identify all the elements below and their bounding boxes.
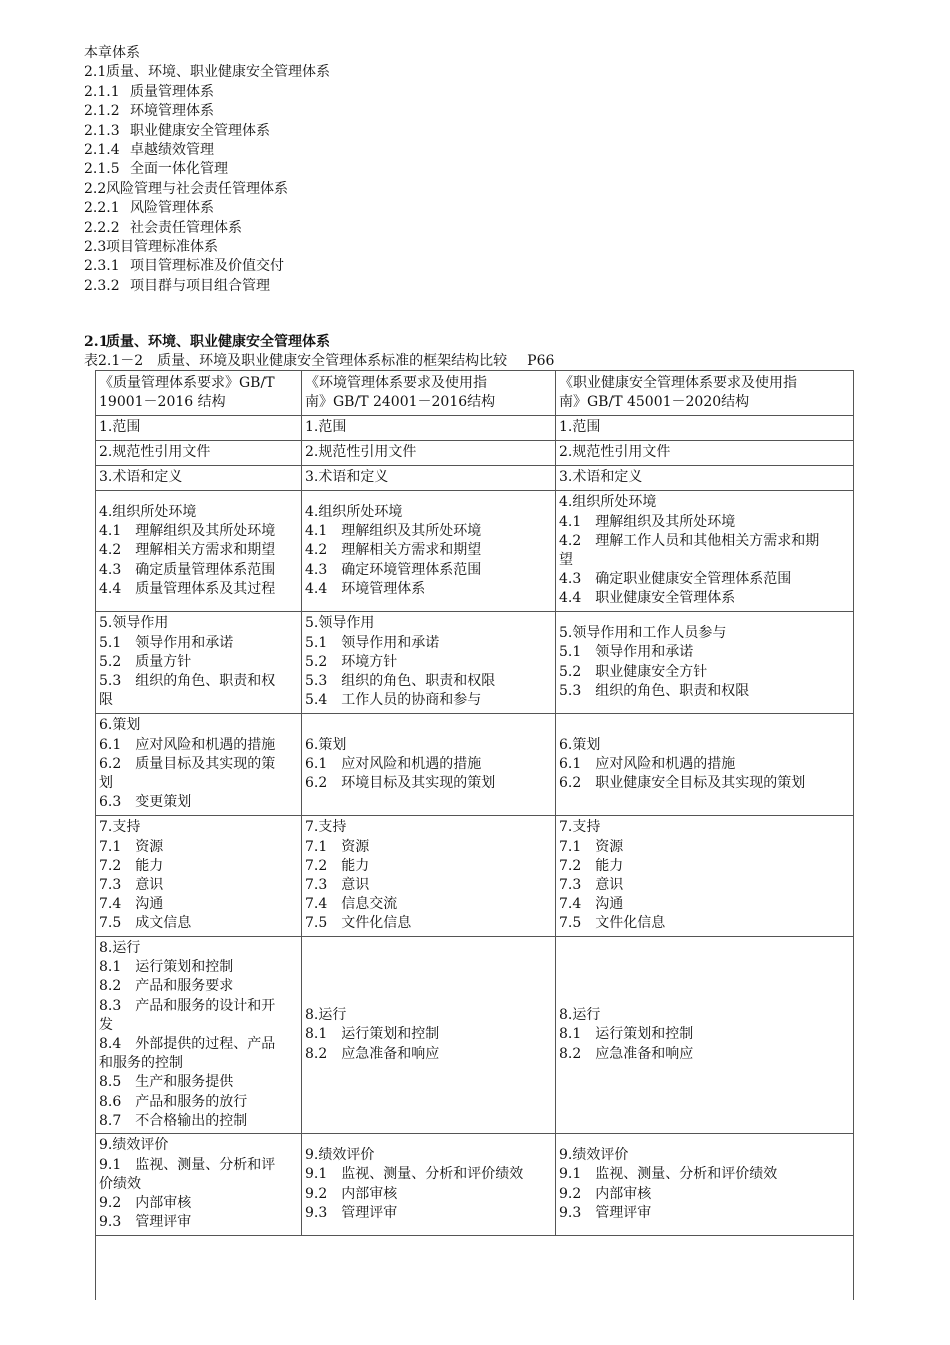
table-cell xyxy=(302,612,556,714)
toc-item-number: 2.3.2 xyxy=(84,277,120,294)
toc-item xyxy=(84,219,330,238)
table-cell xyxy=(96,466,302,491)
cell-line: 7.5 成文信息 xyxy=(99,915,192,932)
section-heading xyxy=(84,331,330,351)
table-cell xyxy=(96,1134,302,1236)
table-row xyxy=(96,612,854,714)
toc-item-text: 社会责任管理体系 xyxy=(130,219,242,236)
cell-line: 7.3 意识 xyxy=(305,877,370,893)
toc-item-text: 项目管理标准及价值交付 xyxy=(130,258,284,275)
toc-item-text: 全面一体化管理 xyxy=(130,161,228,178)
toc-item-text: 质量管理体系 xyxy=(130,83,214,100)
table-cell xyxy=(96,416,302,441)
table-row xyxy=(96,416,854,441)
cell-line: 6.2 环境目标及其实现的策划 xyxy=(305,775,496,792)
toc-item-number: 2.2.1 xyxy=(84,200,120,217)
framework-comparison-table xyxy=(95,370,854,1300)
cell-line: 8.2 应急准备和响应 xyxy=(559,1045,694,1062)
table-header-row xyxy=(96,371,854,416)
cell-line: 9.1 监视、测量、分析和评 xyxy=(99,1156,276,1173)
cell-line: 7.支持 xyxy=(559,819,601,836)
toc-item xyxy=(84,63,330,82)
cell-line: 南》GB/T 24001－2016结构 xyxy=(305,394,496,410)
cell-line: 9.2 内部审核 xyxy=(99,1195,192,1212)
cell-line: 4.3 确定职业健康安全管理体系范围 xyxy=(559,571,792,588)
cell-line: 9.绩效评价 xyxy=(559,1147,629,1164)
cell-line: 7.3 意识 xyxy=(559,877,624,893)
cell-line: 4.1 理解组织及其所处环境 xyxy=(305,523,482,540)
cell-line: 7.支持 xyxy=(305,819,347,836)
cell-line: 8.4 外部提供的过程、产品 xyxy=(99,1036,276,1052)
cell-line: 7.2 能力 xyxy=(559,857,624,874)
cell-line: 5.3 组织的角色、职责和权限 xyxy=(305,673,496,690)
cell-line: 8.运行 xyxy=(559,1007,601,1024)
table-cell xyxy=(96,441,302,466)
toc-item-number: 2.1 xyxy=(84,64,107,81)
table-cell xyxy=(556,441,854,466)
cell-line: 望 xyxy=(559,552,573,568)
cell-line: 8.运行 xyxy=(99,939,141,956)
cell-line: 4.3 确定质量管理体系范围 xyxy=(99,561,276,578)
toc-item xyxy=(84,83,330,102)
cell-line: 6.1 应对风险和机遇的措施 xyxy=(559,755,736,772)
table-cell xyxy=(302,937,556,1134)
cell-line: 5.1 领导作用和承诺 xyxy=(305,634,440,651)
table-cell xyxy=(556,491,854,612)
toc-item-number: 2.3.1 xyxy=(84,258,120,275)
toc-item-text: 项目群与项目组合管理 xyxy=(130,277,270,294)
section-number: 2.1 xyxy=(84,334,109,350)
cell-line: 6.1 应对风险和机遇的措施 xyxy=(99,736,276,753)
cell-line: 4.2 理解工作人员和其他相关方需求和期 xyxy=(559,532,820,549)
table-blank-cell xyxy=(96,1236,854,1300)
table-cell xyxy=(96,612,302,714)
toc-item xyxy=(84,199,330,218)
toc-item-text: 风险管理与社会责任管理体系 xyxy=(106,180,288,197)
cell-line: 8.2 应急准备和响应 xyxy=(305,1045,440,1062)
toc-item-number: 2.1.1 xyxy=(84,83,120,100)
chapter-toc xyxy=(84,44,330,296)
cell-line: 2.规范性引用文件 xyxy=(99,444,211,461)
toc-item-number: 2.1.2 xyxy=(84,103,120,120)
cell-line: 《质量管理体系要求》GB/T xyxy=(99,374,275,391)
cell-line: 9.2 内部审核 xyxy=(559,1185,652,1202)
table-cell xyxy=(96,714,302,816)
header-cell-ohs xyxy=(556,371,854,416)
cell-line: 7.1 资源 xyxy=(99,838,164,855)
toc-item-text: 风险管理体系 xyxy=(130,200,214,217)
table-row xyxy=(96,816,854,937)
table-row xyxy=(96,466,854,491)
cell-line: 4.3 确定环境管理体系范围 xyxy=(305,561,482,578)
cell-line: 5.1 领导作用和承诺 xyxy=(99,634,234,651)
cell-line: 8.6 产品和服务的放行 xyxy=(99,1093,248,1110)
table-cell xyxy=(556,714,854,816)
cell-line: 5.2 质量方针 xyxy=(99,653,192,670)
table-cell xyxy=(302,714,556,816)
toc-item xyxy=(84,277,330,296)
toc-item-text: 卓越绩效管理 xyxy=(130,142,214,159)
cell-line: 8.3 产品和服务的设计和开 xyxy=(99,997,276,1014)
cell-line: 4.组织所处环境 xyxy=(559,494,657,511)
cell-line: 6.策划 xyxy=(305,736,347,753)
table-blank-row xyxy=(96,1236,854,1300)
table-page-ref: P66 xyxy=(527,353,555,369)
cell-line: 3.术语和定义 xyxy=(305,469,389,486)
cell-line: 4.1 理解组织及其所处环境 xyxy=(559,513,736,530)
toc-item-number: 2.2 xyxy=(84,180,107,197)
cell-line: 《职业健康安全管理体系要求及使用指 xyxy=(559,374,797,391)
cell-line: 9.1 监视、测量、分析和评价绩效 xyxy=(305,1166,524,1183)
cell-line: 9.2 内部审核 xyxy=(305,1185,398,1202)
cell-line: 7.5 文件化信息 xyxy=(559,915,666,932)
toc-item-text: 项目管理标准体系 xyxy=(106,239,218,256)
cell-line: 5.3 组织的角色、职责和权限 xyxy=(559,682,750,699)
cell-line: 1.范围 xyxy=(305,419,347,436)
cell-line: 4.组织所处环境 xyxy=(99,503,197,520)
cell-line: 9.绩效评价 xyxy=(99,1137,169,1154)
cell-line: 9.3 管理评审 xyxy=(99,1214,192,1231)
table-cell xyxy=(96,937,302,1134)
table-cell xyxy=(556,612,854,714)
table-row xyxy=(96,937,854,1134)
cell-line: 6.3 变更策划 xyxy=(99,794,192,811)
table-cell xyxy=(556,1134,854,1236)
toc-title: 本章体系 xyxy=(84,45,140,61)
cell-line: 划 xyxy=(99,775,113,792)
table-cell xyxy=(302,816,556,937)
cell-line: 4.2 理解相关方需求和期望 xyxy=(305,542,482,559)
cell-line: 发 xyxy=(99,1016,113,1033)
cell-line: 9.3 管理评审 xyxy=(559,1204,652,1221)
cell-line: 2.规范性引用文件 xyxy=(305,444,417,461)
cell-line: 南》GB/T 45001－2020结构 xyxy=(559,394,750,410)
cell-line: 5.1 领导作用和承诺 xyxy=(559,644,694,661)
cell-line: 8.1 运行策划和控制 xyxy=(305,1026,440,1043)
toc-item-number: 2.1.3 xyxy=(84,122,120,139)
table-cell xyxy=(302,491,556,612)
cell-line: 5.领导作用和工作人员参与 xyxy=(559,625,727,642)
table-cell xyxy=(302,416,556,441)
cell-line: 8.1 运行策划和控制 xyxy=(559,1026,694,1043)
cell-line: 4.组织所处环境 xyxy=(305,503,403,520)
cell-line: 8.5 生产和服务提供 xyxy=(99,1074,234,1091)
cell-line: 9.1 监视、测量、分析和评价绩效 xyxy=(559,1166,778,1183)
cell-line: 8.7 不合格输出的控制 xyxy=(99,1112,248,1129)
cell-line: 和服务的控制 xyxy=(99,1055,183,1072)
cell-line: 5.领导作用 xyxy=(99,615,169,632)
cell-line: 7.4 沟通 xyxy=(559,896,624,913)
cell-line: 4.2 理解相关方需求和期望 xyxy=(99,542,276,559)
cell-line: 19001－2016 结构 xyxy=(99,394,226,410)
toc-item xyxy=(84,122,330,141)
table-cell xyxy=(556,816,854,937)
table-cell xyxy=(556,937,854,1134)
cell-line: 3.术语和定义 xyxy=(99,469,183,486)
cell-line: 7.2 能力 xyxy=(305,857,370,874)
cell-line: 2.规范性引用文件 xyxy=(559,444,671,461)
toc-item-number: 2.3 xyxy=(84,239,107,256)
toc-item xyxy=(84,180,330,199)
cell-line: 5.3 组织的角色、职责和权 xyxy=(99,673,276,690)
cell-line: 7.3 意识 xyxy=(99,877,164,893)
cell-line: 价绩效 xyxy=(99,1175,141,1192)
cell-line: 9.3 管理评审 xyxy=(305,1204,398,1221)
table-row xyxy=(96,1134,854,1236)
header-cell-quality xyxy=(96,371,302,416)
cell-line: 7.4 信息交流 xyxy=(305,896,398,913)
cell-line: 7.1 资源 xyxy=(559,838,624,855)
table-cell xyxy=(302,466,556,491)
cell-line: 7.5 文件化信息 xyxy=(305,915,412,932)
cell-line: 5.4 工作人员的协商和参与 xyxy=(305,692,482,709)
table-caption-text: 表2.1－2 质量、环境及职业健康安全管理体系标准的框架结构比较 xyxy=(84,353,508,369)
cell-line: 4.4 环境管理体系 xyxy=(305,580,426,597)
table-cell xyxy=(556,466,854,491)
table-row xyxy=(96,491,854,612)
cell-line: 7.1 资源 xyxy=(305,838,370,855)
table-row xyxy=(96,441,854,466)
table-cell xyxy=(302,441,556,466)
table-row xyxy=(96,714,854,816)
table-cell xyxy=(556,416,854,441)
toc-item-text: 职业健康安全管理体系 xyxy=(130,122,270,139)
cell-line: 7.2 能力 xyxy=(99,857,164,874)
cell-line: 5.领导作用 xyxy=(305,615,375,632)
table-cell xyxy=(96,816,302,937)
cell-line: 7.支持 xyxy=(99,819,141,836)
cell-line: 1.范围 xyxy=(559,419,601,436)
toc-item-number: 2.2.2 xyxy=(84,219,120,236)
table-cell xyxy=(302,1134,556,1236)
cell-line: 4.4 职业健康安全管理体系 xyxy=(559,590,736,607)
toc-item-text: 环境管理体系 xyxy=(130,103,214,120)
cell-line: 4.1 理解组织及其所处环境 xyxy=(99,523,276,540)
toc-item xyxy=(84,141,330,160)
cell-line: 8.1 运行策划和控制 xyxy=(99,959,234,976)
toc-item-text: 质量、环境、职业健康安全管理体系 xyxy=(106,64,330,81)
cell-line: 6.2 职业健康安全目标及其实现的策划 xyxy=(559,775,806,792)
cell-line: 8.运行 xyxy=(305,1007,347,1024)
cell-line: 6.策划 xyxy=(99,717,141,734)
header-cell-environment xyxy=(302,371,556,416)
cell-line: 《环境管理体系要求及使用指 xyxy=(305,374,487,391)
cell-line: 5.2 职业健康安全方针 xyxy=(559,663,708,680)
cell-line: 5.2 环境方针 xyxy=(305,653,398,670)
toc-item-number: 2.1.4 xyxy=(84,142,120,159)
cell-line: 3.术语和定义 xyxy=(559,469,643,486)
cell-line: 9.绩效评价 xyxy=(305,1147,375,1164)
cell-line: 7.4 沟通 xyxy=(99,896,164,913)
cell-line: 8.2 产品和服务要求 xyxy=(99,978,234,995)
table-caption xyxy=(84,350,554,370)
section-title: 质量、环境、职业健康安全管理体系 xyxy=(106,334,330,350)
cell-line: 6.策划 xyxy=(559,736,601,753)
toc-item-number: 2.1.5 xyxy=(84,161,120,178)
cell-line: 限 xyxy=(99,692,113,709)
cell-line: 1.范围 xyxy=(99,419,141,436)
toc-item xyxy=(84,160,330,179)
toc-item xyxy=(84,238,330,257)
cell-line: 6.1 应对风险和机遇的措施 xyxy=(305,755,482,772)
table-cell xyxy=(96,491,302,612)
toc-item xyxy=(84,102,330,121)
cell-line: 6.2 质量目标及其实现的策 xyxy=(99,755,276,772)
toc-item xyxy=(84,257,330,276)
cell-line: 4.4 质量管理体系及其过程 xyxy=(99,580,276,597)
